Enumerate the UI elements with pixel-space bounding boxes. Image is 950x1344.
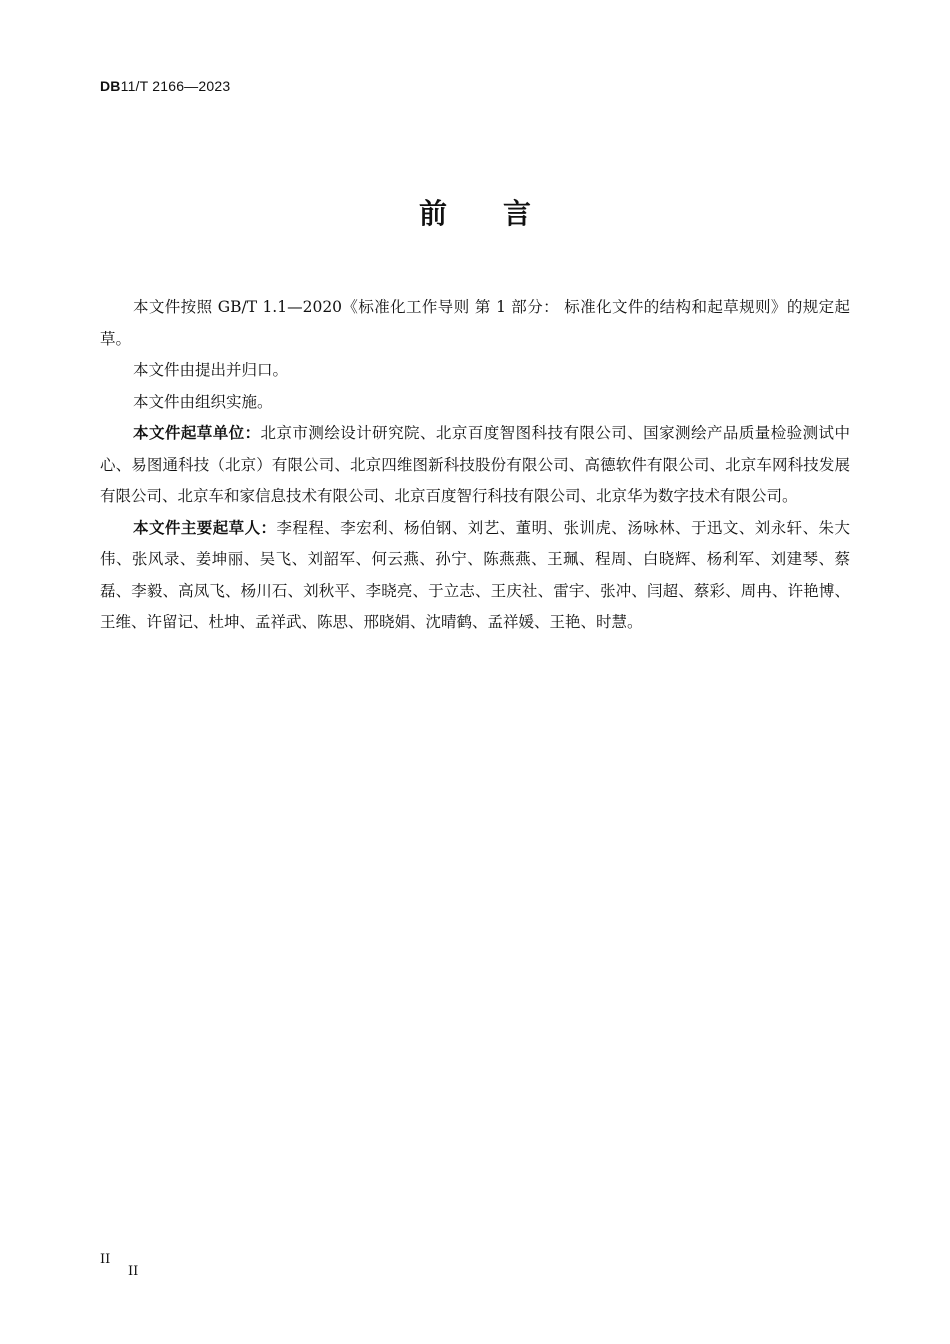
- page-number: II: [100, 1252, 111, 1267]
- page-number-secondary: II: [128, 1264, 139, 1279]
- drafting-units-list: 北京市测绘设计研究院、北京百度智图科技有限公司、国家测绘产品质量检验测试中心、易图通科技（北京）有限公司、北京四维图新科技股份有限公司、高德软件有限公司、北京车网科技发展有限公司、北京车和家信息技术有限公司、北京百度智行科技有限公司、北京华为数字技术有限公司。: [100, 424, 850, 505]
- document-code-number: 11/T 2166—2023: [120, 78, 231, 94]
- paragraph-drafting-rules: 本文件按照 GB/T 1.1—2020《标准化工作导则 第 1 部分： 标准化文件的结构和起草规则》的规定起草。: [100, 298, 850, 348]
- main-drafters-list: 李程程、李宏利、杨伯钢、刘艺、董明、张训虎、汤咏林、于迅文、刘永轩、朱大伟、张风录、姜坤丽、吴飞、刘韶军、何云燕、孙宁、陈燕燕、王珮、程周、白晓辉、杨利军、刘建琴、蔡磊、李毅、高凤飞、杨川石、刘秋平、李晓亮、于立志、王庆社、雷宇、张冲、闫超、蔡彩、周冉、许艳博、王维、许留记、杜坤、孟祥武、陈思、邢晓娟、沈晴鹤、孟祥媛、王艳、时慧。: [100, 518, 850, 631]
- paragraph-implementer: 本文件由组织实施。: [133, 392, 273, 411]
- main-drafters-label: 本文件主要起草人：: [133, 518, 277, 537]
- page-title: 前言: [418, 197, 587, 230]
- paragraph-main-drafters: [100, 513, 850, 639]
- paragraph-proposer: 本文件由提出并归口。: [133, 361, 289, 379]
- document-code: [100, 78, 230, 94]
- foreword-body: [100, 292, 850, 639]
- drafting-units-label: 本文件起草单位：: [133, 424, 261, 442]
- paragraph-drafting-units: [100, 418, 850, 513]
- document-code-prefix: DB: [100, 78, 121, 94]
